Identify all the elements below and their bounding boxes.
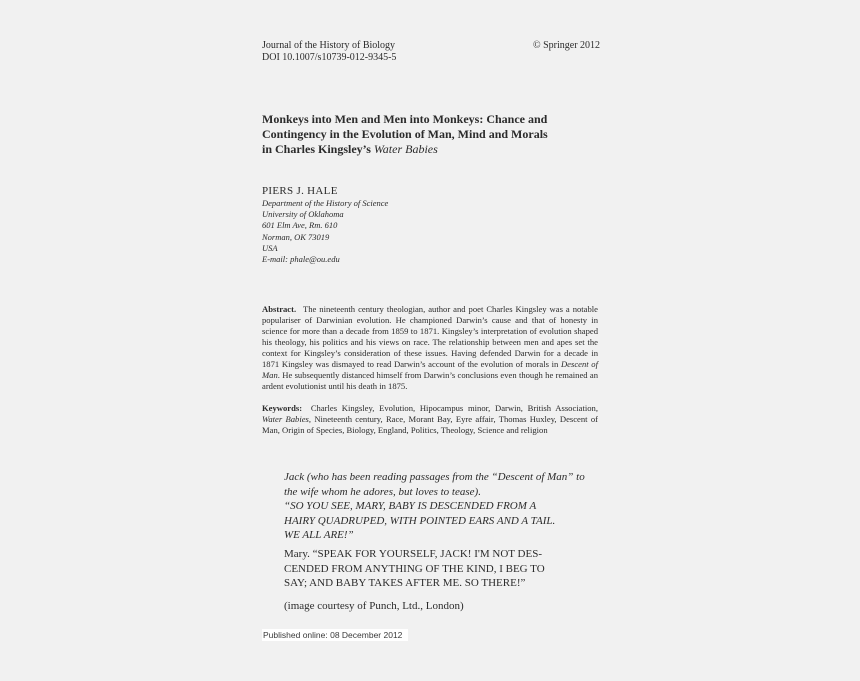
- keywords-text: Charles Kingsley, Evolution, Hipocampus minor, Darwin, British Association,: [310, 403, 598, 413]
- epigraph-mary-line: Mary. “SPEAK FOR YOURSELF, JACK! I'M NOT DES-: [284, 548, 542, 560]
- author-affiliation: [262, 198, 388, 265]
- epigraph-jack-line: “SO YOU SEE, MARY, BABY IS DESCENDED FROM A: [284, 500, 537, 512]
- epigraph-intro-line: the wife whom he adores, but loves to tease).: [284, 485, 481, 498]
- affiliation-line: 601 Elm Ave, Rm. 610: [262, 220, 338, 231]
- title-line-2: Contingency in the Evolution of Man, Mind and Morals: [262, 127, 548, 141]
- epigraph-jack-line: HAIRY QUADRUPED, WITH POINTED EARS AND A TAIL.: [284, 514, 556, 527]
- abstract: [262, 304, 598, 392]
- author-email: E-mail: phale@ou.edu: [262, 254, 340, 265]
- keywords: [262, 403, 598, 436]
- epigraph-mary-line: SAY; AND BABY TAKES AFTER ME. SO THERE!”: [284, 577, 526, 589]
- published-date: Published online: 08 December 2012: [262, 629, 408, 641]
- keywords-text-end: , Nineteenth century, Race, Morant Bay, Eyre affair, Thomas Huxley, Descent of Man, Origin of Species, Biology, England, Politics, Theology, Science and religion: [262, 414, 598, 435]
- abstract-label: Abstract.: [262, 304, 297, 314]
- copyright: © Springer 2012: [533, 40, 601, 51]
- article-title: [262, 112, 562, 157]
- abstract-italic: Descent of Man: [262, 359, 598, 380]
- running-header: [262, 40, 396, 63]
- title-line-3-text: in Charles Kingsley’s: [262, 142, 374, 156]
- doi: DOI 10.1007/s10739-012-9345-5: [262, 51, 397, 63]
- affiliation-line: Department of the History of Science: [262, 198, 389, 208]
- title-italic: Water Babies: [373, 142, 438, 156]
- epigraph-jack: [284, 470, 598, 543]
- image-credit: (image courtesy of Punch, Ltd., London): [284, 600, 464, 612]
- epigraph-mary: [284, 547, 598, 591]
- abstract-text: The nineteenth century theologian, author and poet Charles Kingsley was a notable populariser of Darwinian evolution. He championed Darwin’s cause and that of honesty in science for more than a decade from 1859 to 1871. Kingsley’s interpretation of evolution shaped his theology, his politics and his views on race. The relationship between men and apes set the context for Kingsley’s consideration of these issues. Having defended Darwin for a decade in 1871 Kingsley was dismayed to read Darwin’s account of the evolution of morals in: [262, 304, 598, 369]
- abstract-text-end: . He subsequently distanced himself from Darwin’s conclusions even though he remained an ardent evolutionist until his death in 1875.: [262, 370, 598, 391]
- epigraph-mary-line: CENDED FROM ANYTHING OF THE KIND, I BEG TO: [284, 562, 545, 575]
- affiliation-line: USA: [262, 242, 278, 253]
- title-line-3: [262, 142, 562, 157]
- keywords-italic: Water Babies: [262, 414, 309, 424]
- epigraph-jack-line: WE ALL ARE!”: [284, 529, 354, 541]
- keywords-label: Keywords:: [262, 403, 303, 413]
- title-line-1: Monkeys into Men and Men into Monkeys: Chance and: [262, 112, 548, 126]
- affiliation-line: University of Oklahoma: [262, 209, 344, 220]
- affiliation-line: Norman, OK 73019: [262, 231, 330, 242]
- journal-name: Journal of the History of Biology: [262, 40, 396, 51]
- epigraph-intro-line: Jack (who has been reading passages from the “Descent of Man” to: [284, 471, 585, 483]
- author-name: PIERS J. HALE: [262, 185, 338, 197]
